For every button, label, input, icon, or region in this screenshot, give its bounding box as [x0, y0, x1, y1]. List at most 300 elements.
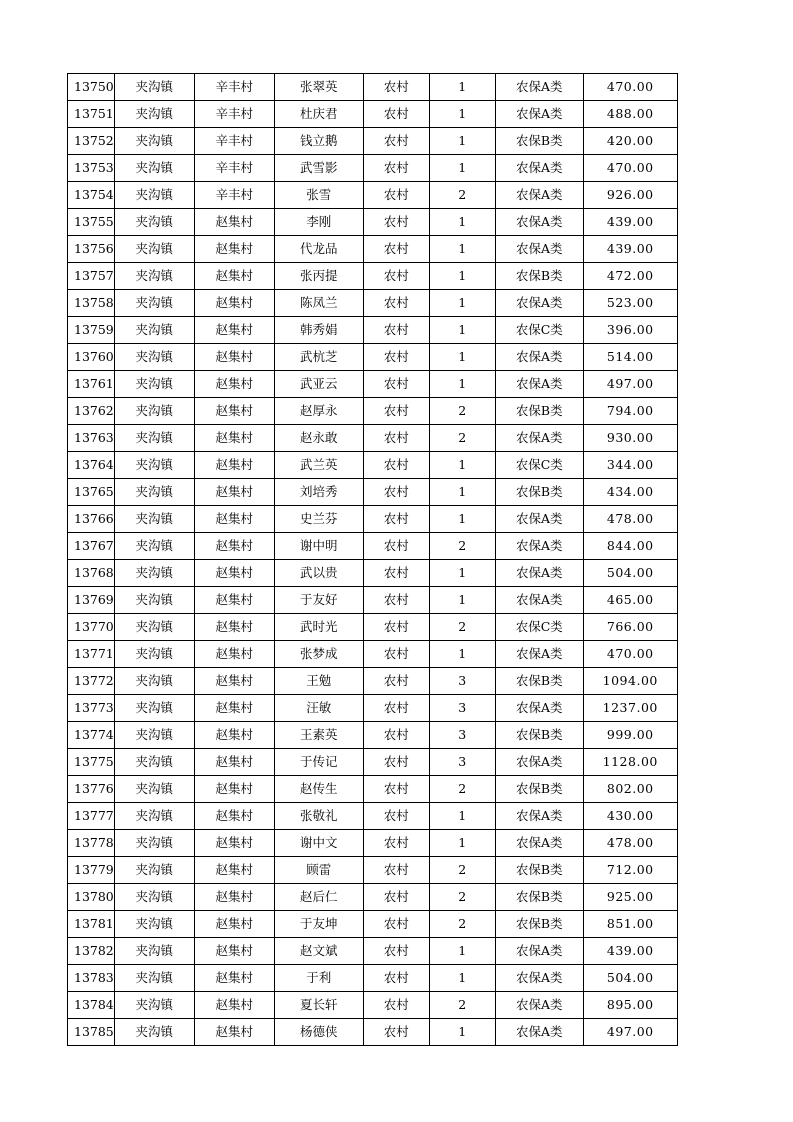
- area-type-cell: 农村: [363, 533, 429, 560]
- insurance-category-cell: 农保A类: [495, 938, 583, 965]
- area-type-cell: 农村: [363, 317, 429, 344]
- insurance-category-cell: 农保A类: [495, 641, 583, 668]
- household-count-cell: 1: [429, 236, 495, 263]
- amount-cell: 504.00: [583, 965, 677, 992]
- village-cell: 赵集村: [194, 965, 274, 992]
- table-row: [68, 749, 678, 776]
- area-type-cell: 农村: [363, 236, 429, 263]
- insurance-category-cell: 农保A类: [495, 74, 583, 101]
- town-cell: 夹沟镇: [114, 371, 194, 398]
- village-cell: 赵集村: [194, 803, 274, 830]
- table-row: [68, 830, 678, 857]
- village-cell: 赵集村: [194, 1019, 274, 1046]
- name-cell: 武雪影: [274, 155, 363, 182]
- village-cell: 赵集村: [194, 209, 274, 236]
- amount-cell: 470.00: [583, 74, 677, 101]
- insurance-category-cell: 农保B类: [495, 722, 583, 749]
- town-cell: 夹沟镇: [114, 74, 194, 101]
- village-cell: 赵集村: [194, 398, 274, 425]
- town-cell: 夹沟镇: [114, 911, 194, 938]
- table-row: [68, 452, 678, 479]
- name-cell: 陈凤兰: [274, 290, 363, 317]
- town-cell: 夹沟镇: [114, 155, 194, 182]
- name-cell: 韩秀娟: [274, 317, 363, 344]
- table-row: [68, 911, 678, 938]
- record-id-cell: 13760: [68, 344, 115, 371]
- village-cell: 赵集村: [194, 668, 274, 695]
- town-cell: 夹沟镇: [114, 668, 194, 695]
- insurance-category-cell: 农保A类: [495, 425, 583, 452]
- household-count-cell: 3: [429, 668, 495, 695]
- household-count-cell: 2: [429, 182, 495, 209]
- record-id-cell: 13782: [68, 938, 115, 965]
- area-type-cell: 农村: [363, 560, 429, 587]
- village-cell: 赵集村: [194, 614, 274, 641]
- name-cell: 武以贵: [274, 560, 363, 587]
- village-cell: 辛丰村: [194, 101, 274, 128]
- town-cell: 夹沟镇: [114, 857, 194, 884]
- name-cell: 代龙品: [274, 236, 363, 263]
- area-type-cell: 农村: [363, 128, 429, 155]
- village-cell: 赵集村: [194, 344, 274, 371]
- name-cell: 汪敏: [274, 695, 363, 722]
- household-count-cell: 1: [429, 938, 495, 965]
- table-row: [68, 1019, 678, 1046]
- town-cell: 夹沟镇: [114, 317, 194, 344]
- household-count-cell: 1: [429, 371, 495, 398]
- village-cell: 赵集村: [194, 857, 274, 884]
- area-type-cell: 农村: [363, 695, 429, 722]
- area-type-cell: 农村: [363, 209, 429, 236]
- table-row: [68, 425, 678, 452]
- amount-cell: 895.00: [583, 992, 677, 1019]
- town-cell: 夹沟镇: [114, 128, 194, 155]
- household-count-cell: 2: [429, 884, 495, 911]
- amount-cell: 712.00: [583, 857, 677, 884]
- table-row: [68, 506, 678, 533]
- village-cell: 赵集村: [194, 533, 274, 560]
- insurance-category-cell: 农保A类: [495, 587, 583, 614]
- name-cell: 谢中文: [274, 830, 363, 857]
- insurance-category-cell: 农保A类: [495, 209, 583, 236]
- household-count-cell: 1: [429, 479, 495, 506]
- insurance-category-cell: 农保B类: [495, 668, 583, 695]
- village-cell: 辛丰村: [194, 74, 274, 101]
- record-id-cell: 13764: [68, 452, 115, 479]
- area-type-cell: 农村: [363, 398, 429, 425]
- amount-cell: 766.00: [583, 614, 677, 641]
- amount-cell: 465.00: [583, 587, 677, 614]
- insurance-category-cell: 农保A类: [495, 1019, 583, 1046]
- town-cell: 夹沟镇: [114, 263, 194, 290]
- amount-cell: 851.00: [583, 911, 677, 938]
- town-cell: 夹沟镇: [114, 938, 194, 965]
- town-cell: 夹沟镇: [114, 425, 194, 452]
- insurance-category-cell: 农保C类: [495, 614, 583, 641]
- amount-cell: 472.00: [583, 263, 677, 290]
- household-count-cell: 1: [429, 506, 495, 533]
- record-id-cell: 13755: [68, 209, 115, 236]
- insurance-category-cell: 农保A类: [495, 506, 583, 533]
- amount-cell: 439.00: [583, 236, 677, 263]
- village-cell: 赵集村: [194, 830, 274, 857]
- household-count-cell: 2: [429, 911, 495, 938]
- record-id-cell: 13772: [68, 668, 115, 695]
- insurance-category-cell: 农保B类: [495, 263, 583, 290]
- table-row: [68, 74, 678, 101]
- record-id-cell: 13759: [68, 317, 115, 344]
- amount-cell: 420.00: [583, 128, 677, 155]
- record-id-cell: 13766: [68, 506, 115, 533]
- town-cell: 夹沟镇: [114, 695, 194, 722]
- household-count-cell: 3: [429, 695, 495, 722]
- household-count-cell: 1: [429, 290, 495, 317]
- record-id-cell: 13774: [68, 722, 115, 749]
- name-cell: 赵文斌: [274, 938, 363, 965]
- amount-cell: 523.00: [583, 290, 677, 317]
- table-row: [68, 236, 678, 263]
- name-cell: 赵传生: [274, 776, 363, 803]
- town-cell: 夹沟镇: [114, 776, 194, 803]
- table-row: [68, 695, 678, 722]
- insurance-category-cell: 农保B类: [495, 128, 583, 155]
- amount-cell: 497.00: [583, 371, 677, 398]
- household-count-cell: 1: [429, 560, 495, 587]
- village-cell: 赵集村: [194, 560, 274, 587]
- record-id-cell: 13780: [68, 884, 115, 911]
- name-cell: 于传记: [274, 749, 363, 776]
- household-count-cell: 1: [429, 101, 495, 128]
- record-id-cell: 13768: [68, 560, 115, 587]
- insurance-category-cell: 农保A类: [495, 560, 583, 587]
- name-cell: 史兰芬: [274, 506, 363, 533]
- table-row: [68, 101, 678, 128]
- village-cell: 赵集村: [194, 911, 274, 938]
- record-table-body: [68, 74, 678, 1046]
- area-type-cell: 农村: [363, 641, 429, 668]
- table-row: [68, 263, 678, 290]
- amount-cell: 999.00: [583, 722, 677, 749]
- amount-cell: 930.00: [583, 425, 677, 452]
- village-cell: 赵集村: [194, 776, 274, 803]
- table-row: [68, 317, 678, 344]
- amount-cell: 478.00: [583, 830, 677, 857]
- village-cell: 赵集村: [194, 749, 274, 776]
- table-row: [68, 803, 678, 830]
- household-count-cell: 1: [429, 155, 495, 182]
- insurance-category-cell: 农保C类: [495, 452, 583, 479]
- name-cell: 李刚: [274, 209, 363, 236]
- village-cell: 赵集村: [194, 884, 274, 911]
- town-cell: 夹沟镇: [114, 182, 194, 209]
- town-cell: 夹沟镇: [114, 209, 194, 236]
- table-row: [68, 479, 678, 506]
- town-cell: 夹沟镇: [114, 290, 194, 317]
- name-cell: 谢中明: [274, 533, 363, 560]
- area-type-cell: 农村: [363, 182, 429, 209]
- town-cell: 夹沟镇: [114, 965, 194, 992]
- table-row: [68, 614, 678, 641]
- amount-cell: 344.00: [583, 452, 677, 479]
- amount-cell: 478.00: [583, 506, 677, 533]
- village-cell: 赵集村: [194, 425, 274, 452]
- amount-cell: 434.00: [583, 479, 677, 506]
- village-cell: 赵集村: [194, 452, 274, 479]
- area-type-cell: 农村: [363, 803, 429, 830]
- village-cell: 赵集村: [194, 992, 274, 1019]
- record-id-cell: 13750: [68, 74, 115, 101]
- record-id-cell: 13751: [68, 101, 115, 128]
- table-row: [68, 128, 678, 155]
- amount-cell: 504.00: [583, 560, 677, 587]
- area-type-cell: 农村: [363, 344, 429, 371]
- table-row: [68, 641, 678, 668]
- name-cell: 夏长轩: [274, 992, 363, 1019]
- table-row: [68, 992, 678, 1019]
- insurance-category-cell: 农保A类: [495, 236, 583, 263]
- town-cell: 夹沟镇: [114, 992, 194, 1019]
- area-type-cell: 农村: [363, 452, 429, 479]
- amount-cell: 514.00: [583, 344, 677, 371]
- village-cell: 赵集村: [194, 263, 274, 290]
- table-row: [68, 857, 678, 884]
- household-count-cell: 1: [429, 344, 495, 371]
- table-row: [68, 533, 678, 560]
- insurance-category-cell: 农保A类: [495, 371, 583, 398]
- amount-cell: 802.00: [583, 776, 677, 803]
- name-cell: 刘培秀: [274, 479, 363, 506]
- amount-cell: 794.00: [583, 398, 677, 425]
- table-row: [68, 398, 678, 425]
- insurance-category-cell: 农保A类: [495, 344, 583, 371]
- record-id-cell: 13785: [68, 1019, 115, 1046]
- village-cell: 赵集村: [194, 479, 274, 506]
- town-cell: 夹沟镇: [114, 884, 194, 911]
- household-count-cell: 3: [429, 722, 495, 749]
- town-cell: 夹沟镇: [114, 722, 194, 749]
- name-cell: 杨德侠: [274, 1019, 363, 1046]
- record-id-cell: 13775: [68, 749, 115, 776]
- town-cell: 夹沟镇: [114, 236, 194, 263]
- village-cell: 赵集村: [194, 587, 274, 614]
- area-type-cell: 农村: [363, 992, 429, 1019]
- insurance-category-cell: 农保A类: [495, 182, 583, 209]
- village-cell: 赵集村: [194, 641, 274, 668]
- town-cell: 夹沟镇: [114, 479, 194, 506]
- insurance-category-cell: 农保B类: [495, 398, 583, 425]
- area-type-cell: 农村: [363, 371, 429, 398]
- area-type-cell: 农村: [363, 722, 429, 749]
- table-row: [68, 587, 678, 614]
- area-type-cell: 农村: [363, 587, 429, 614]
- table-row: [68, 155, 678, 182]
- area-type-cell: 农村: [363, 74, 429, 101]
- village-cell: 辛丰村: [194, 155, 274, 182]
- amount-cell: 396.00: [583, 317, 677, 344]
- record-id-cell: 13756: [68, 236, 115, 263]
- amount-cell: 1094.00: [583, 668, 677, 695]
- town-cell: 夹沟镇: [114, 614, 194, 641]
- record-id-cell: 13765: [68, 479, 115, 506]
- insurance-category-cell: 农保A类: [495, 155, 583, 182]
- name-cell: 于友好: [274, 587, 363, 614]
- area-type-cell: 农村: [363, 965, 429, 992]
- amount-cell: 1237.00: [583, 695, 677, 722]
- amount-cell: 488.00: [583, 101, 677, 128]
- table-row: [68, 344, 678, 371]
- record-id-cell: 13754: [68, 182, 115, 209]
- household-count-cell: 1: [429, 803, 495, 830]
- name-cell: 张敬礼: [274, 803, 363, 830]
- village-cell: 赵集村: [194, 695, 274, 722]
- table-row: [68, 560, 678, 587]
- insurance-category-cell: 农保A类: [495, 992, 583, 1019]
- insurance-category-cell: 农保A类: [495, 101, 583, 128]
- household-count-cell: 1: [429, 641, 495, 668]
- area-type-cell: 农村: [363, 776, 429, 803]
- record-id-cell: 13761: [68, 371, 115, 398]
- area-type-cell: 农村: [363, 830, 429, 857]
- table-row: [68, 722, 678, 749]
- table-row: [68, 209, 678, 236]
- area-type-cell: 农村: [363, 938, 429, 965]
- town-cell: 夹沟镇: [114, 830, 194, 857]
- household-count-cell: 1: [429, 587, 495, 614]
- name-cell: 武兰英: [274, 452, 363, 479]
- table-row: [68, 371, 678, 398]
- table-row: [68, 668, 678, 695]
- amount-cell: 1128.00: [583, 749, 677, 776]
- town-cell: 夹沟镇: [114, 749, 194, 776]
- record-table: [67, 73, 678, 1046]
- village-cell: 赵集村: [194, 938, 274, 965]
- household-count-cell: 1: [429, 263, 495, 290]
- name-cell: 于友坤: [274, 911, 363, 938]
- household-count-cell: 2: [429, 533, 495, 560]
- insurance-category-cell: 农保B类: [495, 911, 583, 938]
- insurance-category-cell: 农保A类: [495, 965, 583, 992]
- record-id-cell: 13758: [68, 290, 115, 317]
- town-cell: 夹沟镇: [114, 452, 194, 479]
- household-count-cell: 1: [429, 74, 495, 101]
- insurance-category-cell: 农保A类: [495, 830, 583, 857]
- name-cell: 杜庆君: [274, 101, 363, 128]
- record-id-cell: 13784: [68, 992, 115, 1019]
- town-cell: 夹沟镇: [114, 506, 194, 533]
- town-cell: 夹沟镇: [114, 533, 194, 560]
- village-cell: 赵集村: [194, 317, 274, 344]
- village-cell: 赵集村: [194, 290, 274, 317]
- insurance-category-cell: 农保B类: [495, 479, 583, 506]
- town-cell: 夹沟镇: [114, 587, 194, 614]
- amount-cell: 439.00: [583, 938, 677, 965]
- household-count-cell: 1: [429, 830, 495, 857]
- household-count-cell: 3: [429, 749, 495, 776]
- area-type-cell: 农村: [363, 668, 429, 695]
- record-id-cell: 13776: [68, 776, 115, 803]
- insurance-category-cell: 农保A类: [495, 695, 583, 722]
- name-cell: 王素英: [274, 722, 363, 749]
- record-id-cell: 13753: [68, 155, 115, 182]
- town-cell: 夹沟镇: [114, 398, 194, 425]
- amount-cell: 430.00: [583, 803, 677, 830]
- insurance-category-cell: 农保A类: [495, 290, 583, 317]
- area-type-cell: 农村: [363, 884, 429, 911]
- name-cell: 武时光: [274, 614, 363, 641]
- table-row: [68, 290, 678, 317]
- village-cell: 赵集村: [194, 236, 274, 263]
- name-cell: 赵永敢: [274, 425, 363, 452]
- insurance-category-cell: 农保A类: [495, 533, 583, 560]
- record-id-cell: 13773: [68, 695, 115, 722]
- insurance-category-cell: 农保B类: [495, 884, 583, 911]
- household-count-cell: 1: [429, 1019, 495, 1046]
- record-id-cell: 13770: [68, 614, 115, 641]
- insurance-category-cell: 农保B类: [495, 857, 583, 884]
- household-count-cell: 1: [429, 128, 495, 155]
- name-cell: 赵厚永: [274, 398, 363, 425]
- record-id-cell: 13769: [68, 587, 115, 614]
- record-id-cell: 13771: [68, 641, 115, 668]
- amount-cell: 844.00: [583, 533, 677, 560]
- name-cell: 张翠英: [274, 74, 363, 101]
- household-count-cell: 2: [429, 614, 495, 641]
- table-row: [68, 884, 678, 911]
- area-type-cell: 农村: [363, 263, 429, 290]
- village-cell: 赵集村: [194, 722, 274, 749]
- name-cell: 赵后仁: [274, 884, 363, 911]
- village-cell: 辛丰村: [194, 128, 274, 155]
- town-cell: 夹沟镇: [114, 560, 194, 587]
- table-row: [68, 776, 678, 803]
- name-cell: 武亚云: [274, 371, 363, 398]
- record-id-cell: 13752: [68, 128, 115, 155]
- amount-cell: 470.00: [583, 641, 677, 668]
- amount-cell: 470.00: [583, 155, 677, 182]
- name-cell: 于利: [274, 965, 363, 992]
- area-type-cell: 农村: [363, 101, 429, 128]
- area-type-cell: 农村: [363, 479, 429, 506]
- amount-cell: 497.00: [583, 1019, 677, 1046]
- amount-cell: 926.00: [583, 182, 677, 209]
- household-count-cell: 1: [429, 209, 495, 236]
- record-id-cell: 13783: [68, 965, 115, 992]
- area-type-cell: 农村: [363, 614, 429, 641]
- town-cell: 夹沟镇: [114, 641, 194, 668]
- insurance-category-cell: 农保A类: [495, 803, 583, 830]
- area-type-cell: 农村: [363, 749, 429, 776]
- village-cell: 赵集村: [194, 371, 274, 398]
- town-cell: 夹沟镇: [114, 1019, 194, 1046]
- record-id-cell: 13762: [68, 398, 115, 425]
- name-cell: 张丙提: [274, 263, 363, 290]
- village-cell: 辛丰村: [194, 182, 274, 209]
- record-id-cell: 13777: [68, 803, 115, 830]
- amount-cell: 925.00: [583, 884, 677, 911]
- name-cell: 王勉: [274, 668, 363, 695]
- area-type-cell: 农村: [363, 911, 429, 938]
- town-cell: 夹沟镇: [114, 101, 194, 128]
- household-count-cell: 1: [429, 965, 495, 992]
- name-cell: 钱立鹅: [274, 128, 363, 155]
- table-row: [68, 938, 678, 965]
- record-id-cell: 13763: [68, 425, 115, 452]
- household-count-cell: 2: [429, 425, 495, 452]
- household-count-cell: 2: [429, 776, 495, 803]
- insurance-category-cell: 农保C类: [495, 317, 583, 344]
- insurance-category-cell: 农保A类: [495, 749, 583, 776]
- village-cell: 赵集村: [194, 506, 274, 533]
